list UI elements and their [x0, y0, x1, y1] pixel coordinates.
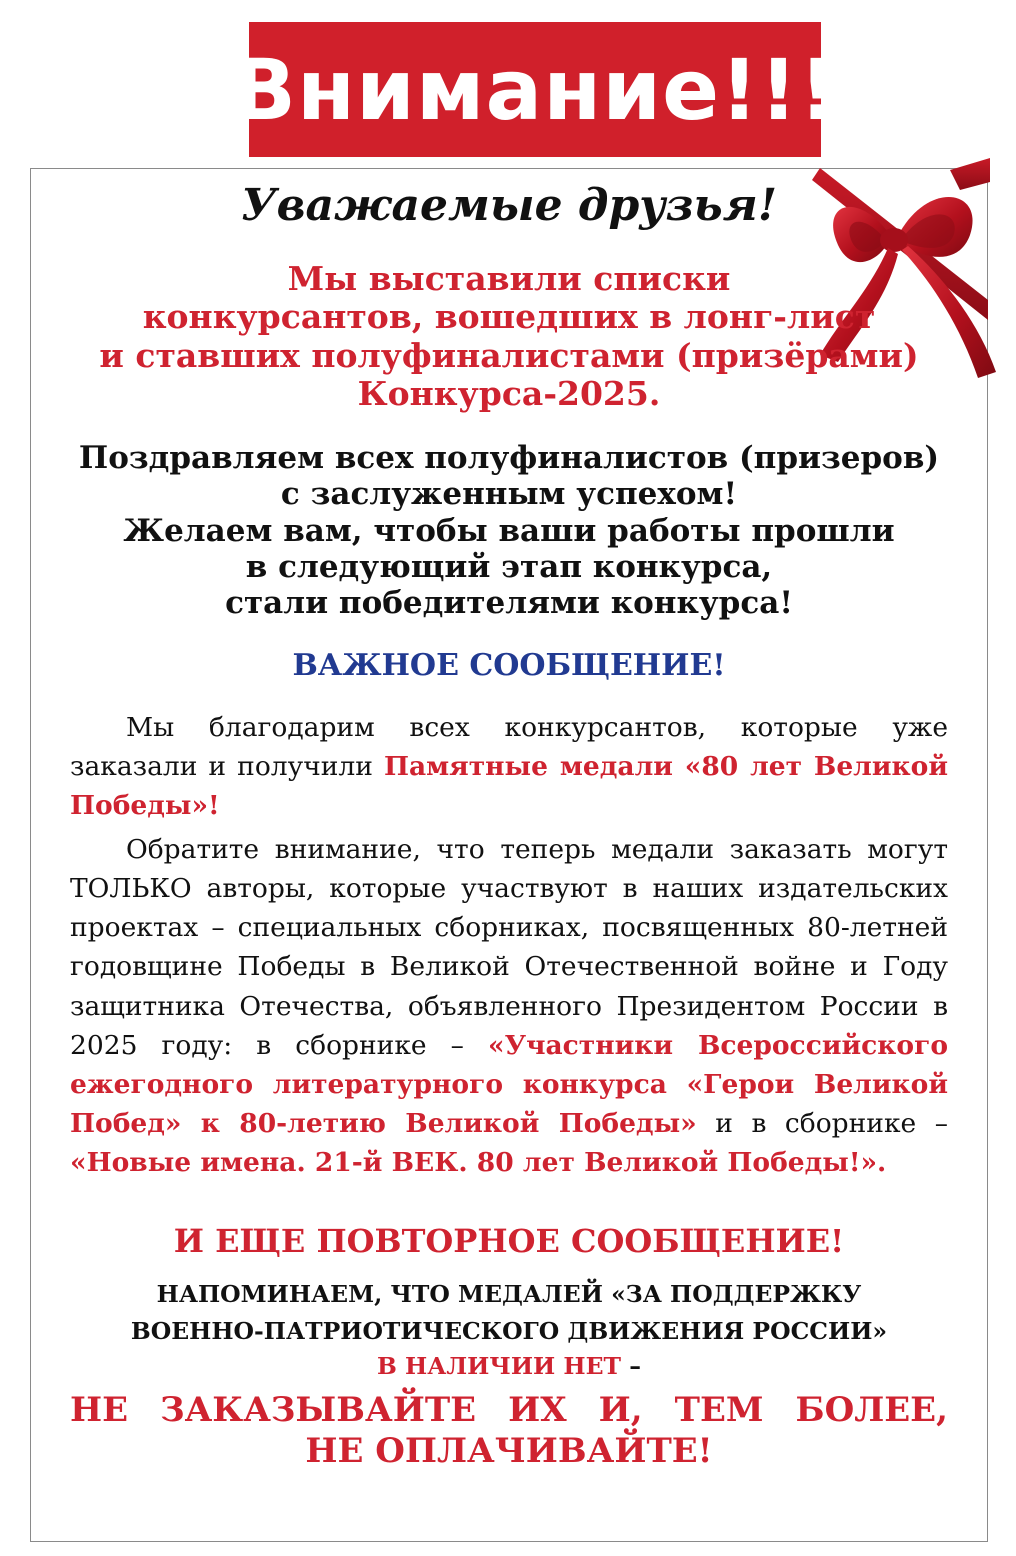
paragraph-thanks	[70, 708, 948, 826]
red-heading	[30, 260, 988, 413]
red-heading-line: и ставших полуфиналистами (призёрами)	[99, 335, 919, 375]
availability-line	[30, 1352, 988, 1380]
banner-title: Внимание!!!	[231, 40, 839, 139]
red-heading-line: Мы выставили списки	[287, 259, 731, 298]
warning-line-2: НЕ ОПЛАЧИВАЙТЕ!	[305, 1430, 713, 1471]
attention-banner	[231, 22, 839, 157]
warning-word: ИХ	[508, 1390, 567, 1430]
paragraph-text: Обратите внимание, что теперь медали заказать могут ТОЛЬКО авторы, которые участвуют в наших издательских проектах – специальных сборниках, посвященных 80-летней годовщине Победы в Великой Отечественной войне и Году защитника Отечества, объявленного Президентом России в 2025 году: в сборнике –	[70, 833, 948, 1061]
warning-word: БОЛЕЕ,	[795, 1390, 948, 1430]
warning-block	[70, 1390, 948, 1472]
paragraph-text: Мы благодарим всех конкурсантов, которые уже заказали и получили	[70, 712, 948, 783]
reminder-text	[30, 1276, 988, 1350]
dash: –	[629, 1352, 641, 1380]
warning-line-1	[70, 1390, 948, 1431]
warning-word: ЗАКАЗЫВАЙТЕ	[160, 1390, 477, 1430]
paragraph-notice	[70, 830, 948, 1183]
congrats-line: Желаем вам, чтобы ваши работы прошли	[123, 512, 895, 549]
red-heading-line: Конкурса-2025.	[357, 373, 661, 413]
congrats-line: Поздравляем всех полуфиналистов (призеров)	[78, 440, 940, 476]
reminder-line: ВОЕННО-ПАТРИОТИЧЕСКОГО ДВИЖЕНИЯ РОССИИ»	[130, 1317, 888, 1346]
warning-word: И,	[598, 1390, 643, 1430]
repeat-message-title: И ЕЩЕ ПОВТОРНОЕ СООБЩЕНИЕ!	[173, 1222, 845, 1260]
medal-highlight: Памятные медали «80 лет Великой Победы»!	[70, 751, 948, 822]
collection-title-1: «Участники Всероссийского ежегодного литературного конкурса «Герои Великой Побед» к 80-летию Великой Победы»	[70, 1029, 948, 1140]
paragraph-text: и в сборнике –	[696, 1108, 949, 1140]
reminder-line: НАПОМИНАЕМ, ЧТО МЕДАЛЕЙ «ЗА ПОДДЕРЖКУ	[156, 1280, 862, 1308]
warning-word: ТЕМ	[674, 1390, 764, 1430]
warning-word: НЕ	[70, 1390, 129, 1430]
congratulations-heading	[30, 440, 988, 621]
congrats-line: стали победителями конкурса!	[225, 585, 793, 622]
congrats-line: в следующий этап конкурса,	[245, 548, 773, 585]
congrats-line: с заслуженным успехом!	[280, 476, 738, 513]
not-available-text: В НАЛИЧИИ НЕТ	[377, 1352, 622, 1380]
message-body	[70, 708, 948, 1183]
collection-title-2: «Новые имена. 21-й ВЕК. 80 лет Великой Победы!».	[70, 1147, 887, 1179]
greeting: Уважаемые друзья!	[240, 180, 778, 231]
important-title: ВАЖНОЕ СООБЩЕНИЕ!	[292, 648, 726, 683]
red-heading-line: конкурсантов, вошедших в лонг-лист	[142, 297, 876, 337]
